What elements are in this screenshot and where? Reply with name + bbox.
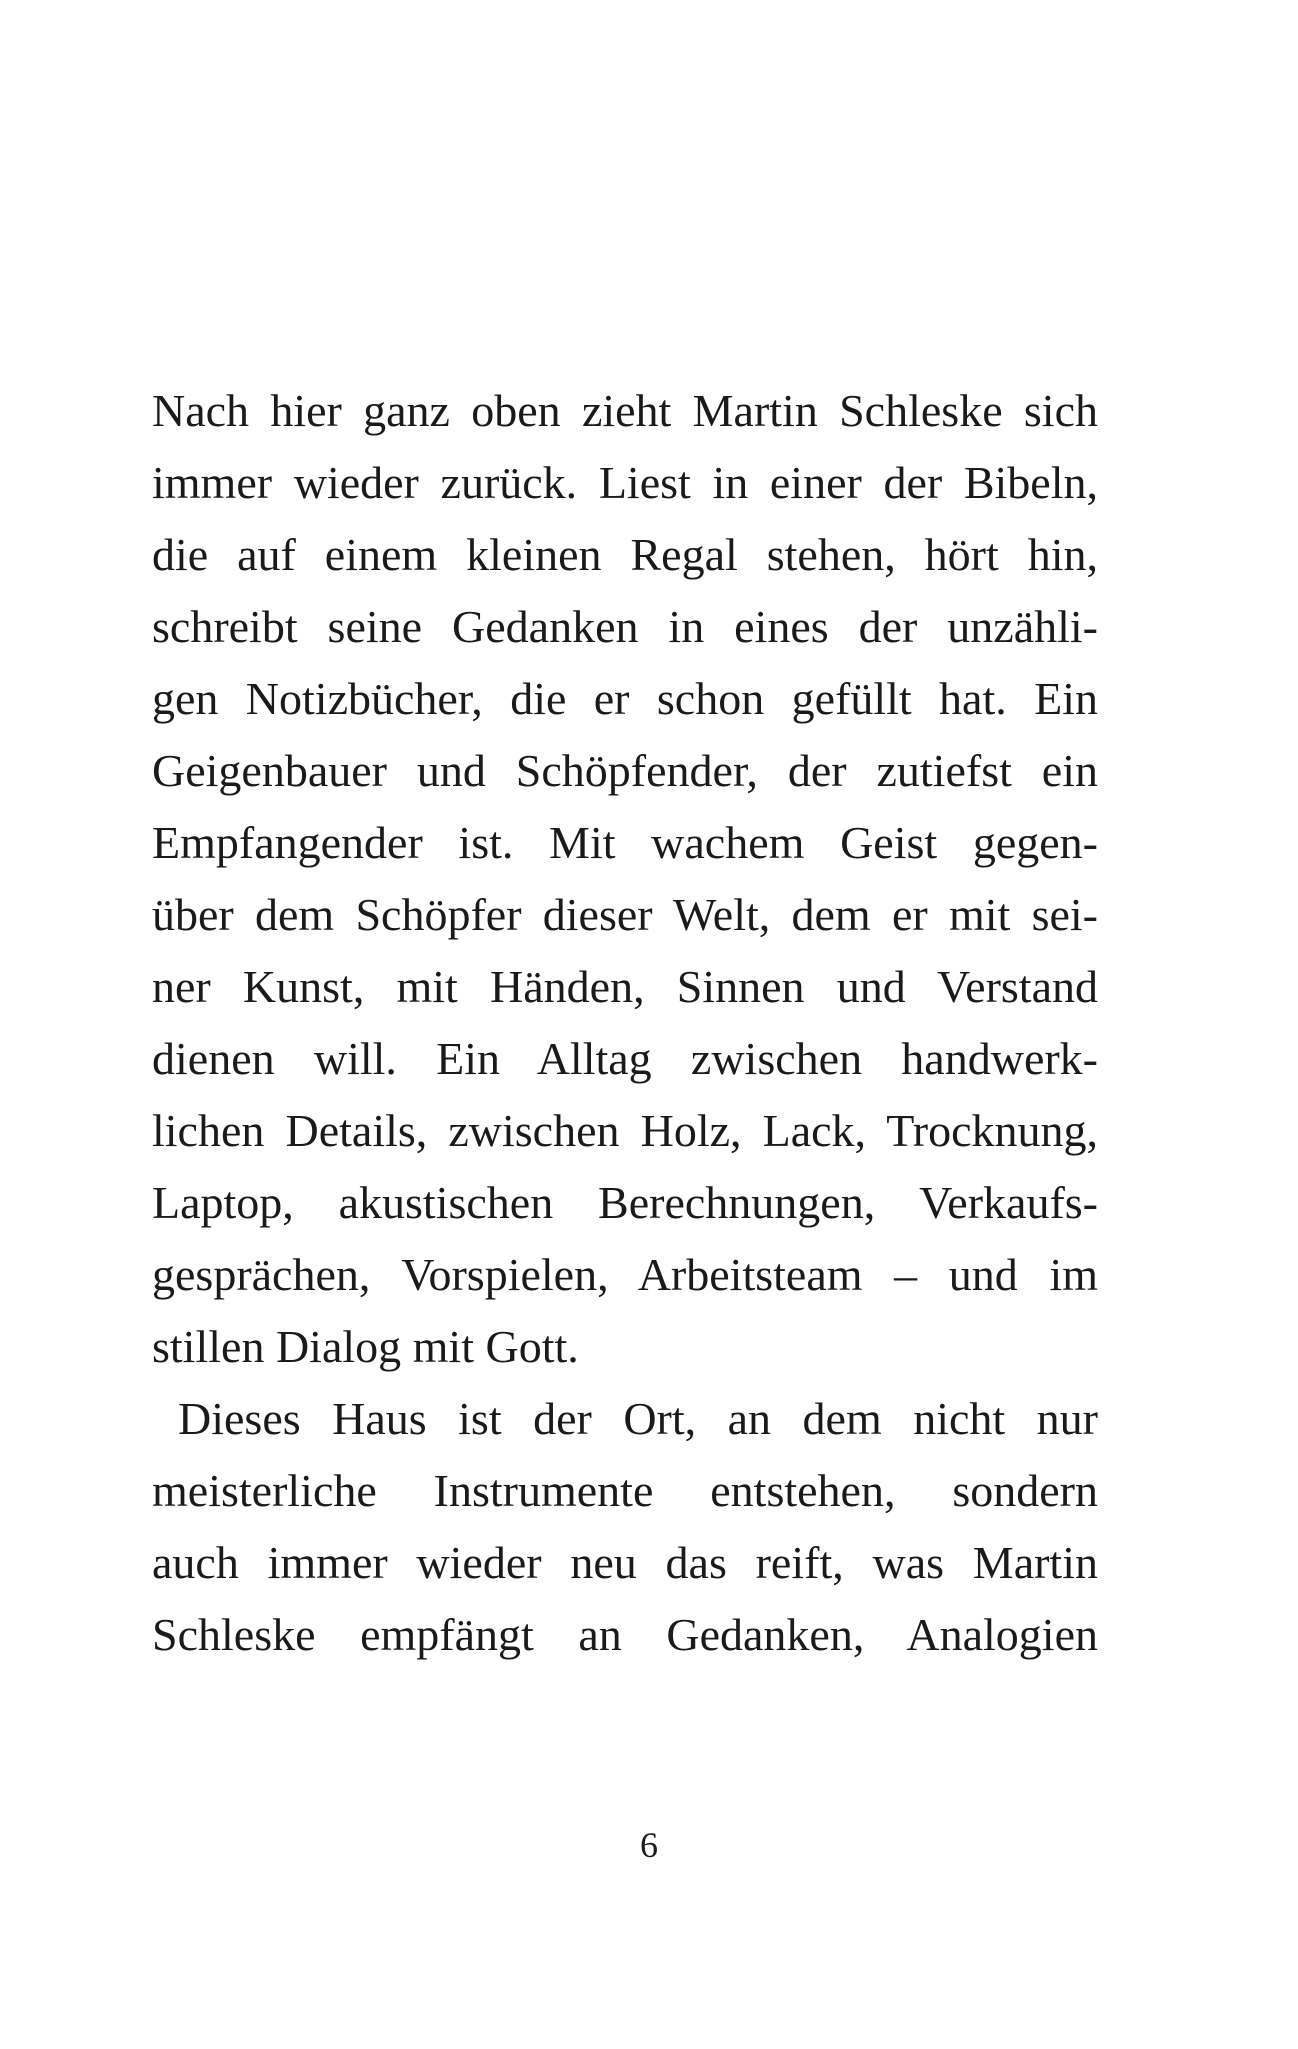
page-number: 6: [640, 1825, 658, 1865]
text-line: meisterliche Instrumente entstehen, sondern: [152, 1465, 1098, 1516]
text-line: immer wieder zurück. Liest in einer der Bibeln,: [152, 457, 1098, 508]
text-line: Dieses Haus ist der Ort, an dem nicht nur: [178, 1393, 1098, 1444]
text-line: stillen Dialog mit Gott.: [152, 1321, 579, 1372]
text-line: gesprächen, Vorspielen, Arbeitsteam – und im: [152, 1249, 1098, 1300]
text-line: Laptop, akustischen Berechnungen, Verkaufs-: [152, 1177, 1098, 1228]
text-line: Empfangender ist. Mit wachem Geist gegen-: [152, 817, 1098, 868]
text-line: schreibt seine Gedanken in eines der unzähli-: [152, 601, 1098, 652]
paragraph-1: [152, 375, 1098, 1383]
text-line: Geigenbauer und Schöpfender, der zutiefst ein: [152, 745, 1098, 796]
text-line: Nach hier ganz oben zieht Martin Schleske sich: [152, 385, 1098, 436]
text-line: lichen Details, zwischen Holz, Lack, Trocknung,: [152, 1105, 1098, 1156]
body-text: [152, 375, 1098, 1671]
text-line: gen Notizbücher, die er schon gefüllt hat. Ein: [152, 673, 1098, 724]
paragraph-2: [152, 1383, 1098, 1671]
text-line: über dem Schöpfer dieser Welt, dem er mit sei-: [152, 889, 1098, 940]
text-line: dienen will. Ein Alltag zwischen handwerk-: [152, 1033, 1098, 1084]
text-line: auch immer wieder neu das reift, was Martin: [152, 1537, 1098, 1588]
text-line: ner Kunst, mit Händen, Sinnen und Verstand: [152, 961, 1098, 1012]
text-line: Schleske empfängt an Gedanken, Analogien: [152, 1609, 1098, 1660]
text-line: die auf einem kleinen Regal stehen, hört hin,: [152, 529, 1098, 580]
